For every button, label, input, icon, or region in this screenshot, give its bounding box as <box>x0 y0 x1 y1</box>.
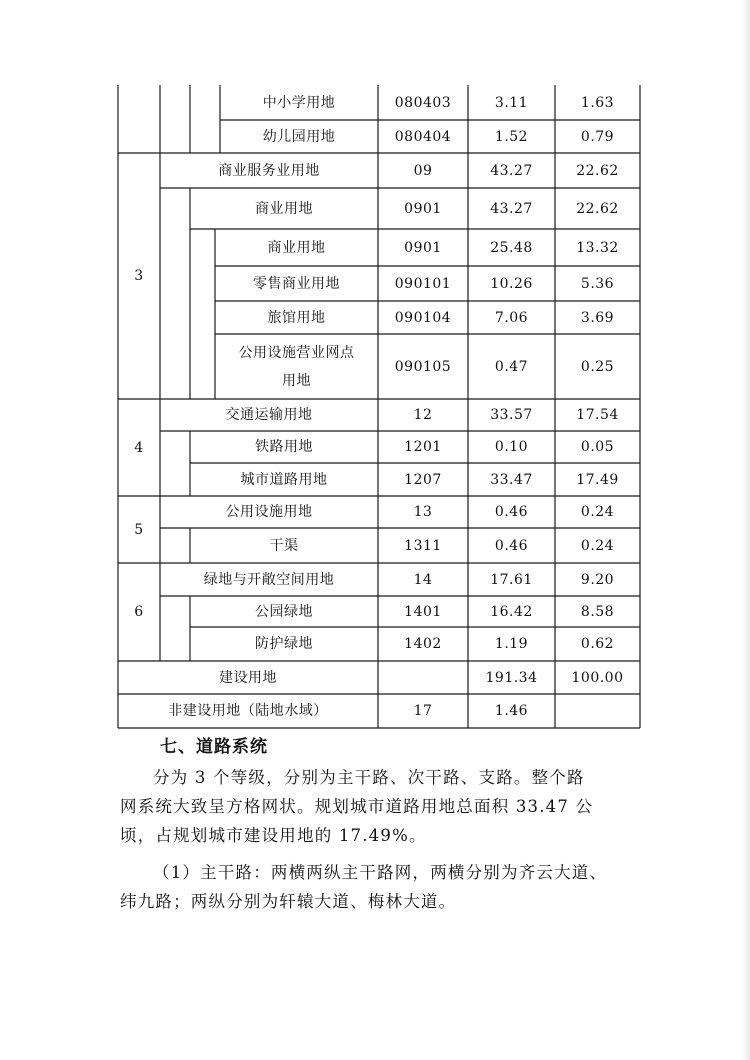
group-number-6: 6 <box>134 604 144 620</box>
table-cell-area: 33.47 <box>490 471 533 488</box>
table-cell-pct <box>555 694 640 728</box>
table-cell-area: 0.46 <box>494 537 529 554</box>
table-cell-pct: 17.54 <box>576 407 619 423</box>
table-cell-code: 090104 <box>394 309 452 326</box>
table-cell-area: 0.46 <box>494 504 529 520</box>
table-cell-area: 0.47 <box>494 358 529 375</box>
table-cell-name: 铁路用地 <box>255 439 313 455</box>
group-number-4: 4 <box>134 439 144 456</box>
table-cell-name-line-1: 公用设施营业网点 <box>238 344 355 361</box>
table-cell-pct: 0.05 <box>580 439 615 455</box>
table-cell-area: 10.26 <box>490 275 533 292</box>
table-cell-area: 25.48 <box>490 239 533 256</box>
table-cell-pct: 0.24 <box>580 537 615 554</box>
table-cell-code: 14 <box>413 571 433 588</box>
table-cell-area: 17.61 <box>490 571 533 588</box>
paragraph-main-roads <box>120 858 640 916</box>
table-cell-pct: 0.79 <box>580 128 615 145</box>
table-cell-code: 1401 <box>404 603 442 620</box>
table-cell-pct: 1.63 <box>580 94 615 111</box>
table-cell-code: 1311 <box>404 537 442 554</box>
table-cell-name: 绿地与开敞空间用地 <box>203 571 335 588</box>
table-cell-name: 公用设施用地 <box>225 504 313 520</box>
table-cell-code: 090105 <box>394 358 452 375</box>
paragraph-line: 分为 3 个等级，分别为主干路、次干路、支路。整个路 <box>153 768 585 787</box>
table-cell-name: 商业用地 <box>255 200 313 217</box>
table-cell-area: 33.57 <box>490 407 533 423</box>
table-cell-area: 191.34 <box>485 669 538 686</box>
table-cell-code: 1201 <box>404 439 442 455</box>
table-cell-name: 交通运输用地 <box>225 407 313 423</box>
table-cell-pct: 13.32 <box>576 239 619 256</box>
section-heading: 七、道路系统 <box>160 737 268 757</box>
table-cell-name: 建设用地 <box>219 669 277 686</box>
group-number-5: 5 <box>134 521 144 538</box>
table-cell-code: 080404 <box>394 128 452 145</box>
table-cell-code <box>378 661 468 694</box>
table-cell-name: 城市道路用地 <box>240 471 328 488</box>
table-cell-pct: 100.00 <box>571 669 624 686</box>
table-cell-pct: 22.62 <box>576 200 619 217</box>
table-cell-name: 幼儿园用地 <box>262 128 336 145</box>
paragraph-line: 纬九路；两纵分别为轩辕大道、梅林大道。 <box>120 892 457 911</box>
table-cell-name: 非建设用地（陆地水域） <box>168 703 328 719</box>
table-cell-area: 3.11 <box>494 94 529 111</box>
table-cell-area: 0.10 <box>494 439 529 455</box>
table-cell-area: 1.52 <box>494 128 529 145</box>
table-cell-code: 0901 <box>404 200 442 217</box>
paragraph-line: （1）主干路：两横两纵主干路网，两横分别为齐云大道、 <box>153 863 608 882</box>
table-cell-code: 12 <box>413 407 433 423</box>
table-cell-area: 7.06 <box>494 309 529 326</box>
table-cell-code: 17 <box>413 703 433 719</box>
table-cell-code: 13 <box>413 504 433 520</box>
table-cell-code: 080403 <box>394 94 452 111</box>
table-cell-area: 43.27 <box>490 162 533 179</box>
table-cell-pct: 17.49 <box>576 471 619 488</box>
table-cell-code: 090101 <box>394 275 452 292</box>
table-cell-name: 旅馆用地 <box>267 309 326 326</box>
table-cell-code: 1207 <box>404 471 442 488</box>
table-cell-code: 1402 <box>404 636 442 652</box>
paragraph-road-levels <box>120 763 640 850</box>
table-cell-pct: 0.62 <box>580 636 615 652</box>
table-cell-area: 16.42 <box>490 603 533 620</box>
table-cell-name: 商业服务业用地 <box>218 162 320 179</box>
paragraph-line: 顷，占规划城市建设用地的 17.49%。 <box>120 826 427 845</box>
table-cell-name: 干渠 <box>269 537 299 554</box>
table-cell-pct: 5.36 <box>580 275 615 292</box>
table-cell-name: 零售商业用地 <box>253 275 340 292</box>
table-cell-name: 中小学用地 <box>262 94 336 111</box>
table-cell-pct: 0.25 <box>580 358 615 375</box>
table-cell-area: 1.46 <box>494 703 529 719</box>
table-cell-name: 商业用地 <box>267 239 326 256</box>
table-cell-code: 0901 <box>404 239 442 256</box>
table-cell-pct: 8.58 <box>580 603 615 620</box>
table-cell-pct: 0.24 <box>580 504 615 520</box>
table-cell-pct: 3.69 <box>580 309 615 326</box>
table-cell-area: 43.27 <box>490 200 533 217</box>
table-cell-name-line-2: 用地 <box>282 372 311 389</box>
table-cell-name: 防护绿地 <box>255 636 313 652</box>
table-cell-code: 09 <box>413 162 433 179</box>
table-cell-name <box>215 334 378 399</box>
table-cell-pct: 22.62 <box>576 162 619 179</box>
table-cell-pct: 9.20 <box>580 571 615 588</box>
table-cell-area: 1.19 <box>494 636 529 652</box>
group-number-3: 3 <box>134 268 144 284</box>
table-cell-name: 公园绿地 <box>255 603 313 620</box>
paragraph-line: 网系统大致呈方格网状。规划城市道路用地总面积 33.47 公 <box>120 797 594 816</box>
